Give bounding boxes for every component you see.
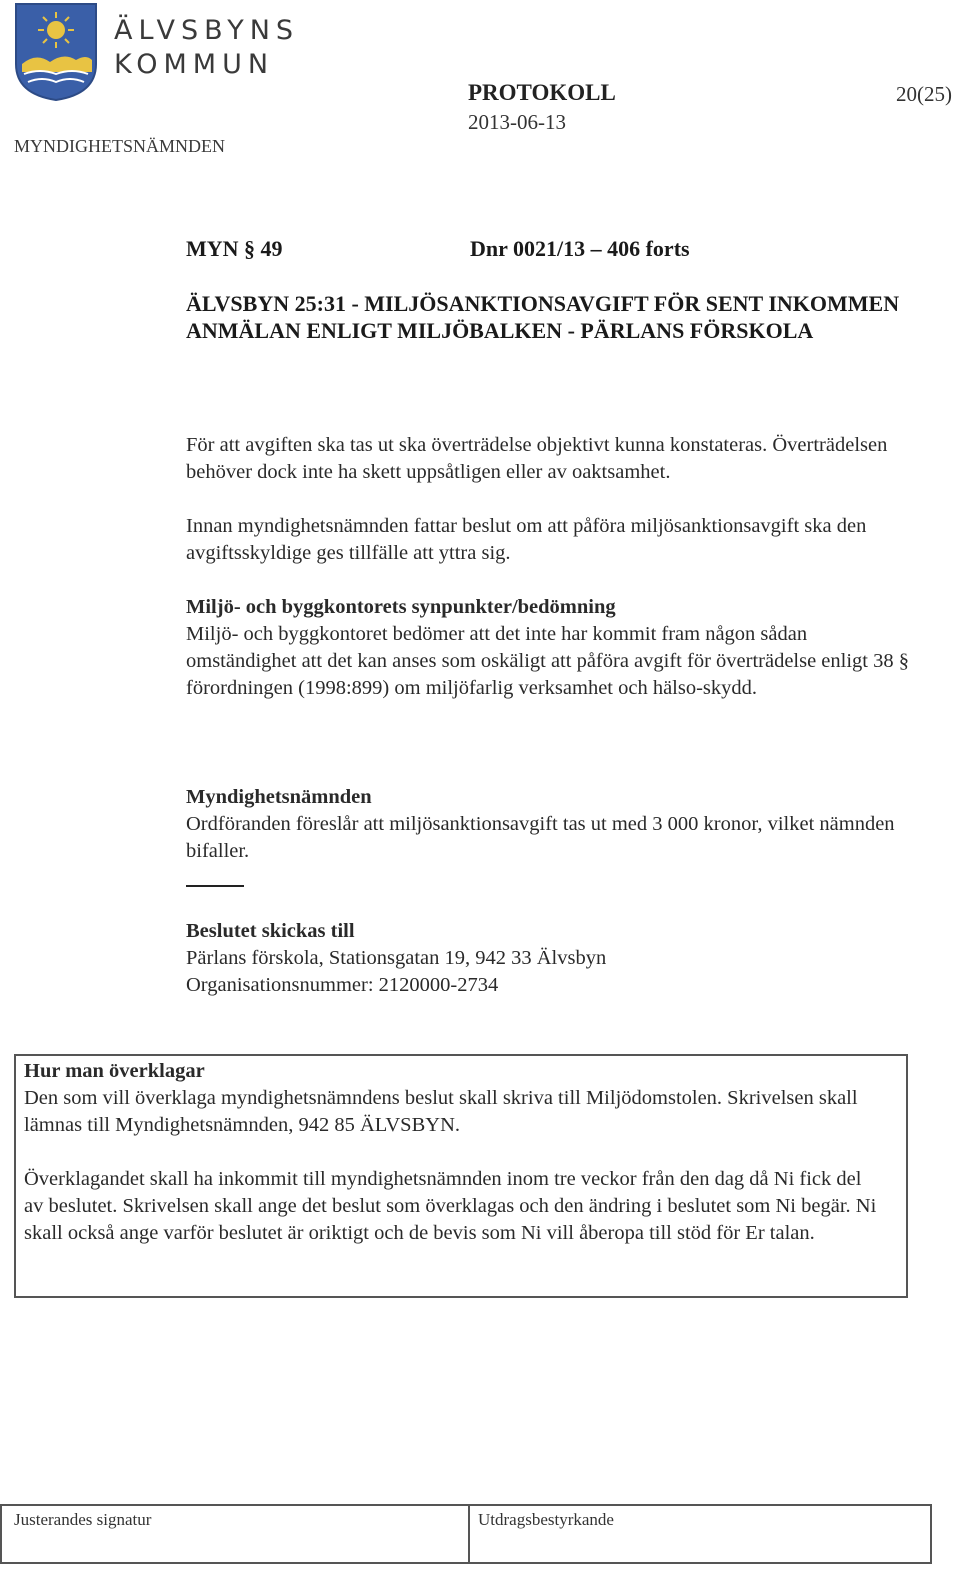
municipality-name — [114, 14, 299, 82]
extract-label: Utdragsbestyrkande — [478, 1510, 614, 1529]
assessment-section — [186, 594, 921, 702]
appeal-text-2: Överklagandet skall ha inkommit till myndighetsnämnden inom tre veckor från den dag då Ni fick del av beslutet. Skrivelsen skall ange det beslut som överklagas och den ändring i beslutet som Ni begär. Ni skall också ange varför beslutet är oriktigt och de bevis som Ni vill åberopa till stöd för Er talan. — [24, 1168, 877, 1244]
case-title: ÄLVSBYN 25:31 - MILJÖSANKTIONSAVGIFT FÖR SENT INKOMMEN ANMÄLAN ENLIGT MILJÖBALKEN - PÄRLANS FÖRSKOLA — [186, 291, 900, 343]
paragraph-2: Innan myndighetsnämnden fattar beslut om att påföra miljösanktionsavgift ska den avgiftsskyldige ges tillfälle att yttra sig. — [186, 515, 867, 564]
page-number: 20(25) — [896, 82, 952, 106]
decision-recipient-address: Pärlans förskola, Stationsgatan 19, 942 33 Älvsbyn — [186, 947, 607, 969]
board-text: Ordföranden föreslår att miljösanktionsavgift tas ut med 3 000 kronor, vilket nämnden bifaller. — [186, 813, 895, 862]
decision-recipient-section — [186, 918, 921, 999]
case-number: MYN § 49 — [186, 236, 283, 261]
decision-recipient-orgnr: Organisationsnummer: 2120000-2734 — [186, 974, 499, 996]
municipality-coat-of-arms-icon — [14, 2, 98, 102]
appeal-text-1: Den som vill överklaga myndighetsnämndens beslut skall skriva till Miljödomstolen. Skrivelsen skall lämnas till Myndighetsnämnden, 942 85 ÄLVSBYN. — [24, 1087, 858, 1136]
department-name: MYNDIGHETSNÄMNDEN — [14, 136, 225, 156]
assessment-text: Miljö- och byggkontoret bedömer att det inte har kommit fram någon sådan omständighet att det kan anses som oskäligt att påföra avgift för överträdelse enligt 38 § förordningen (1998:899) om miljöfarlig verksamhet och hälso-skydd. — [186, 623, 909, 699]
document-type: PROTOKOLL — [468, 80, 616, 105]
board-section — [186, 784, 921, 865]
appeal-heading: Hur man överklagar — [24, 1060, 205, 1082]
document-date: 2013-06-13 — [468, 110, 566, 134]
signature-label: Justerandes signatur — [14, 1510, 152, 1529]
case-dnr: Dnr 0021/13 – 406 forts — [470, 236, 690, 261]
brand-line-2: KOMMUN — [114, 49, 275, 80]
paragraph-1: För att avgiften ska tas ut ska överträdelse objektivt kunna konstateras. Överträdelsen behöver dock inte ha skett uppsåtligen eller av oaktsamhet. — [186, 434, 888, 483]
divider — [186, 885, 244, 887]
brand-line-1: ÄLVSBYNS — [114, 15, 300, 46]
appeal-box — [14, 1054, 908, 1298]
decision-recipient-heading: Beslutet skickas till — [186, 920, 355, 942]
signature-box — [0, 1504, 932, 1564]
signature-divider — [468, 1506, 470, 1562]
board-heading: Myndighetsnämnden — [186, 786, 372, 808]
assessment-heading: Miljö- och byggkontorets synpunkter/bedömning — [186, 596, 616, 618]
